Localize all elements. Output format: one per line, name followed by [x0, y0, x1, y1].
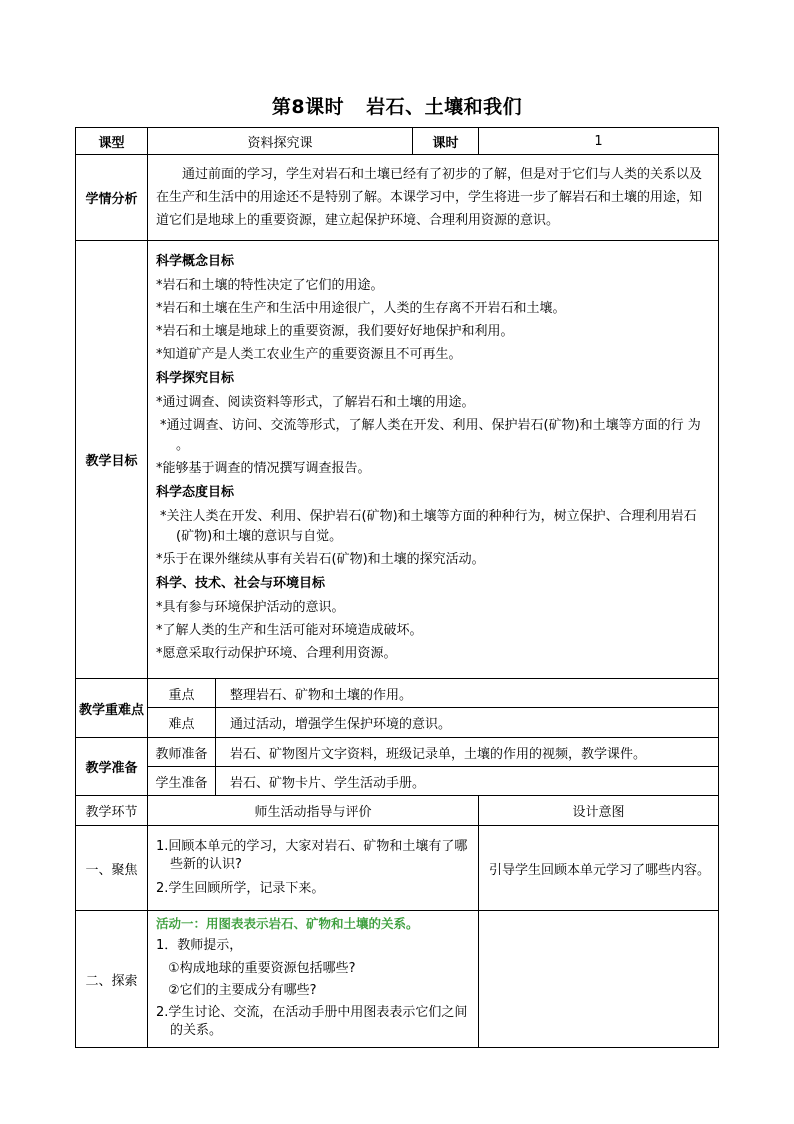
prep-label: 教学准备	[76, 738, 148, 796]
sub-item: ①构成地球的重要资源包括哪些?	[168, 961, 356, 976]
key-points-label: 教学重难点	[76, 679, 148, 738]
difficult-point-row	[76, 708, 719, 738]
process-col-design: 设计意图	[479, 796, 719, 826]
process-col-stage: 教学环节	[76, 796, 148, 826]
analysis-text: 通过前面的学习，学生对岩石和土壤已经有了初步的了解，但是对于它们与人类的关系以及在生产和生活中的用途还不是特别了解。本课学习中，学生将进一步了解岩石和土壤的用途，知道它们是地球上的重要资源，建立起保护环境、合理利用资源的意识。	[156, 167, 703, 228]
student-prep-text: 岩石、矿物卡片、学生活动手册。	[216, 767, 719, 796]
analysis-label: 学情分析	[76, 155, 148, 241]
lesson-plan-table	[75, 127, 719, 1048]
list-item: 2.学生讨论、交流，在活动手册中用图表表示它们之间的关系。	[156, 1005, 468, 1038]
course-type-row	[76, 128, 719, 155]
goal-heading: 科学概念目标	[156, 254, 235, 269]
step1-design: 引导学生回顾本单元学习了哪些内容。	[479, 826, 719, 911]
goal-item: *岩石和土壤在生产和生活中用途很广，人类的生存离不开岩石和土壤。	[156, 301, 566, 316]
analysis-cell	[148, 155, 719, 241]
goals-label: 教学目标	[76, 241, 148, 679]
page-title	[0, 92, 794, 119]
goal-item: *通过调查、访问、交流等形式，了解人类在开发、利用、保护岩石(矿物)和土壤等方面的行 为 。	[160, 418, 701, 453]
activity-title: 活动一：用图表表示岩石、矿物和土壤的关系。	[156, 916, 419, 931]
key-text: 整理岩石、矿物和土壤的作用。	[216, 679, 719, 708]
goal-item: *知道矿产是人类工农业生产的重要资源且不可再生。	[156, 347, 462, 362]
course-type-label: 课型	[76, 128, 148, 155]
class-hours-value: 1	[479, 128, 719, 155]
goals-cell	[148, 241, 719, 679]
teacher-prep-row	[76, 738, 719, 767]
goal-item: *能够基于调查的情况撰写调查报告。	[156, 461, 371, 476]
step2-activity-cell	[148, 911, 479, 1048]
goal-item: *通过调查、阅读资料等形式，了解岩石和土壤的用途。	[156, 395, 475, 410]
goal-item: *乐于在课外继续从事有关岩石(矿物)和土壤的探究活动。	[156, 552, 485, 567]
list-item: 1.回顾本单元的学习，大家对岩石、矿物和土壤有了哪些新的认识?	[156, 839, 468, 872]
process-header-row	[76, 796, 719, 826]
step2-label: 二、探索	[76, 911, 148, 1048]
key-point-row	[76, 679, 719, 708]
sub-item: ②它们的主要成分有哪些?	[168, 983, 317, 998]
list-item: 2.学生回顾所学，记录下来。	[156, 881, 325, 896]
difficult-label: 难点	[148, 708, 216, 738]
goal-item: *岩石和土壤的特性决定了它们的用途。	[156, 278, 384, 293]
analysis-row	[76, 155, 719, 241]
process-col-activity: 师生活动指导与评价	[148, 796, 479, 826]
lesson-number: 第8课时	[271, 96, 345, 118]
goal-heading: 科学探究目标	[156, 371, 235, 386]
goal-item: *具有参与环境保护活动的意识。	[156, 600, 345, 615]
goal-item: *关注人类在开发、利用、保护岩石(矿物)和土壤等方面的种种行为，树立保护、合理利用岩石(矿物)和土壤的意识与自觉。	[160, 509, 697, 544]
goal-heading: 科学、技术、社会与环境目标	[156, 576, 326, 591]
goal-item: *了解人类的生产和生活可能对环境造成破坏。	[156, 623, 423, 638]
step1-row	[76, 826, 719, 911]
teacher-prep-text: 岩石、矿物图片文字资料，班级记录单，土壤的作用的视频，教学课件。	[216, 738, 719, 767]
goals-row	[76, 241, 719, 679]
difficult-text: 通过活动，增强学生保护环境的意识。	[216, 708, 719, 738]
course-type-value: 资料探究课	[148, 128, 413, 155]
student-prep-row	[76, 767, 719, 796]
lesson-name: 岩石、土壤和我们	[366, 96, 523, 118]
goal-item: *岩石和土壤是地球上的重要资源，我们要好好地保护和利用。	[156, 324, 514, 339]
class-hours-label: 课时	[413, 128, 479, 155]
teacher-prep-label: 教师准备	[148, 738, 216, 767]
list-item: 1．教师提示，	[156, 938, 243, 953]
key-label: 重点	[148, 679, 216, 708]
step1-activity-cell	[148, 826, 479, 911]
step2-design	[479, 911, 719, 1048]
goal-item: *愿意采取行动保护环境、合理利用资源。	[156, 646, 397, 661]
student-prep-label: 学生准备	[148, 767, 216, 796]
goal-heading: 科学态度目标	[156, 485, 235, 500]
step1-label: 一、聚焦	[76, 826, 148, 911]
step2-row	[76, 911, 719, 1048]
